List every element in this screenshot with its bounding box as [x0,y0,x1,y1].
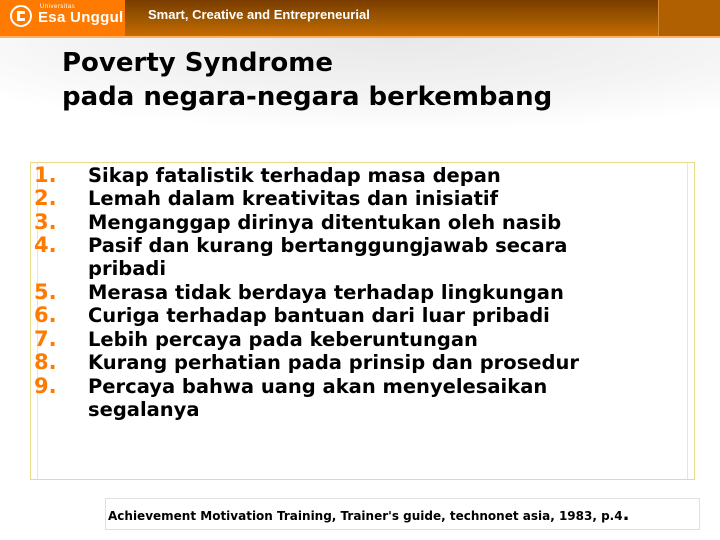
list-item-number: 4. [34,233,57,258]
list-item-number: 2. [34,186,57,211]
list-item-line: Pasif dan kurang bertanggungjawab secara [88,234,568,258]
list-item-text [88,304,688,327]
list-item-number: 9. [34,373,57,398]
list-item-line: Lemah dalam kreativitas dan inisiatif [88,187,499,211]
list-item-text [88,375,688,421]
list-item-line: Merasa tidak berdaya terhadap lingkungan [88,281,564,304]
slide-title [62,46,552,114]
list-item-number: 1. [34,163,57,187]
list-item-text [88,211,688,234]
header-right-tab [658,0,720,36]
list-item-text [88,328,688,351]
list-item-number: 8. [34,350,57,375]
title-line-1: Poverty Syndrome [62,48,333,78]
logo-subtitle: Universitas [40,4,76,10]
title-line-2: pada negara-negara berkembang [62,82,553,112]
list-item-line: segalanya [88,397,200,421]
header-tagline: Smart, Creative and Entrepreneurial [148,7,370,22]
list-item-line: Kurang perhatian pada prinsip dan prosedur [88,351,579,375]
list-item-text [88,234,688,280]
list-item-line: Menganggap dirinya ditentukan oleh nasib [88,210,562,234]
list-item-text [88,281,688,304]
list-item-number: 7. [34,326,57,351]
list-item-line: Curiga terhadap bantuan dari luar pribadi [88,304,550,328]
list-item-line: pribadi [88,257,167,281]
list-item-number: 5. [34,280,57,304]
list-item-line: Sikap fatalistik terhadap masa depan [88,164,501,187]
list-item-line: Percaya bahwa uang akan menyelesaikan [88,374,548,398]
list-item-number: 6. [34,303,57,328]
list-item-line: Lebih percaya pada keberuntungan [88,327,478,351]
list-item-text [88,351,688,374]
citation-text: Achievement Motivation Training, Trainer's guide, technonet asia, 1983, p.4 [108,509,623,523]
list-item-number: 3. [34,209,57,234]
list-item-text [88,164,688,187]
list-item-text [88,187,688,210]
citation-dot: . [622,504,630,525]
logo-name: Esa Unggul [38,9,124,26]
citation-footer [108,504,629,525]
university-logo-icon [10,5,32,27]
